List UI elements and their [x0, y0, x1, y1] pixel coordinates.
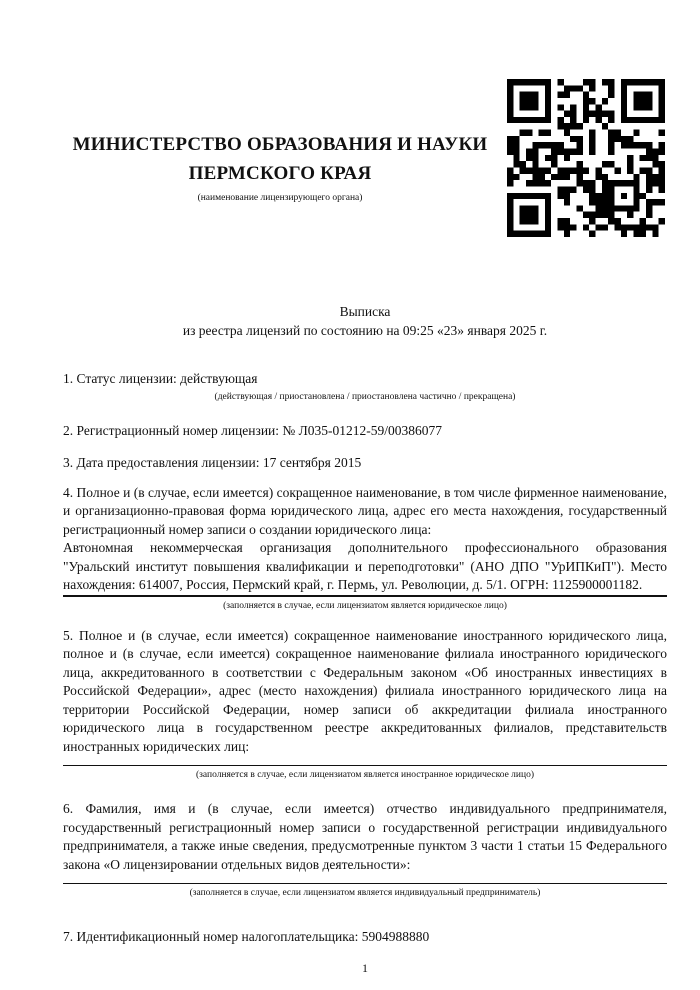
taxpayer-number-text: 7. Идентификационный номер налогоплательщика: 5904988880: [63, 929, 430, 944]
individual-entrepreneur-label: 6. Фамилия, имя и (в случае, если имеется) отчество индивидуального предпринимателя, государственный регистрационный номер записи о государственной регистрации индивидуального предпринимателя, а также иные сведения, предусмотренные пунктом 3 части 1 статьи 15 Федерального закона «О лицензировании отдельных видов деятельности»:: [63, 801, 667, 872]
license-status-caption: (действующая / приостановлена / приостановлена частично / прекращена): [214, 391, 516, 402]
document-title-line2: из реестра лицензий по состоянию на 09:25 «23» января 2025 г.: [182, 323, 548, 338]
item-registration-number: [63, 422, 667, 441]
item-foreign-entity: [63, 627, 667, 783]
licensing-authority-caption: (наименование лицензирующего органа): [197, 193, 363, 203]
document-content: [63, 0, 667, 976]
legal-entity-caption: (заполняется в случае, если лицензиатом является юридическое лицо): [223, 600, 507, 611]
registration-number-text: 2. Регистрационный номер лицензии: № Л035-01212-59/00386077: [63, 422, 443, 438]
licensing-authority-header: [63, 130, 497, 204]
legal-entity-field-rule: [63, 595, 667, 597]
foreign-entity-label: 5. Полное и (в случае, если имеется) сокращенное наименование иностранного юридического лица, полное и (в случае, если имеется) сокращенное наименование филиала иностранного юридического лица, аккредитованного в соответствии с Федеральным законом «Об иностранных инвестициях в Российской Федерации», адрес (место нахождения) филиала иностранного юридического лица на территории Российской Федерации, номер записи об аккредитации филиала иностранного юридического лица в государственном реестре аккредитованных филиалов, представительств иностранных юридических лиц:: [63, 627, 667, 754]
foreign-entity-field-rule: [63, 765, 667, 766]
individual-entrepreneur-field-rule: [63, 883, 667, 884]
document-title-line1: Выписка: [339, 304, 391, 319]
individual-entrepreneur-caption: (заполняется в случае, если лицензиатом является индивидуальный предприниматель): [189, 888, 541, 898]
item-legal-entity: [63, 484, 667, 613]
item-license-grant-date: [63, 454, 667, 473]
ministry-name-line2: ПЕРМСКОГО КРАЯ: [188, 163, 372, 184]
item-individual-entrepreneur: [63, 800, 667, 900]
legal-entity-label: 4. Полное и (в случае, если имеется) сокращенное наименование, в том числе фирменное наименование, и организационно-правовая форма юридического лица, адрес его места нахождения, государственный регистрационный номер записи о создании юридического лица:: [63, 484, 667, 537]
item-license-status: [63, 370, 667, 404]
license-status-text: 1. Статус лицензии: действующая: [63, 371, 258, 386]
ministry-name: [63, 130, 497, 188]
legal-entity-value: Автономная некоммерческая организация дополнительного профессионального образования "Уральский институт повышения квалификации и переподготовки" (АНО ДПО "УрИПКиП"). Место нахождения: 614007, Россия, Пермский край, г. Пермь, ул. Революции, д. 5/1. ОГРН: 1125900001182.: [63, 540, 667, 592]
foreign-entity-caption: (заполняется в случае, если лицензиатом является иностранное юридическое лицо): [196, 770, 534, 780]
page-number: 1: [362, 960, 368, 975]
license-grant-date-text: 3. Дата предоставления лицензии: 17 сентября 2015: [63, 455, 362, 470]
item-taxpayer-number: [63, 928, 667, 947]
ministry-name-line1: МИНИСТЕРСТВО ОБРАЗОВАНИЯ И НАУКИ: [72, 134, 488, 155]
document-title: [63, 302, 667, 340]
